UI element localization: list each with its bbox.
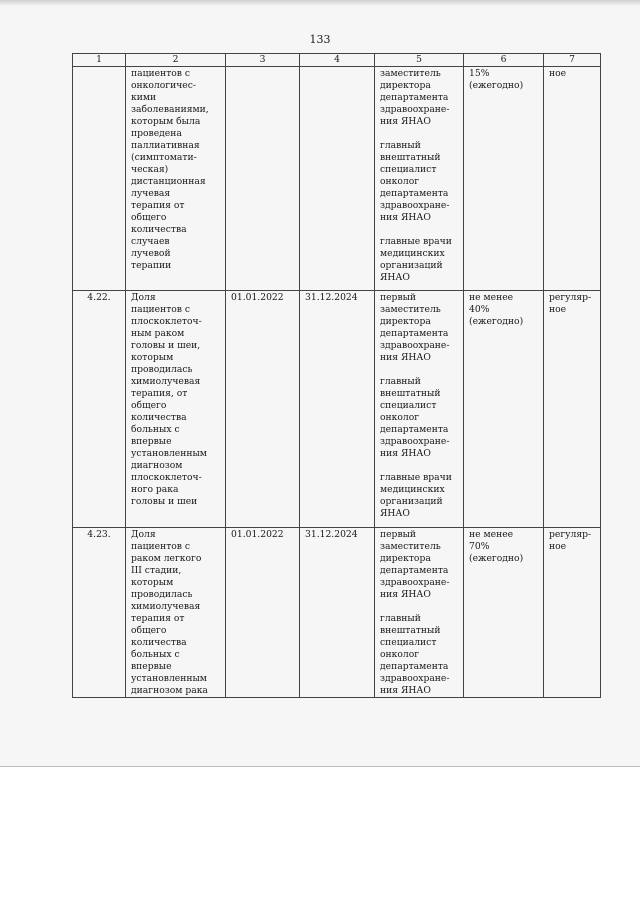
end-date: 31.12.2024: [300, 291, 375, 528]
plan-table: [72, 53, 601, 698]
responsible: первый заместитель директора департамента здравоохране- ния ЯНАО главный внештатный специалист онколог департамента здравоохране- ния ЯНАО главные врачи медицинских организаций ЯНАО: [375, 291, 464, 528]
end-date: [300, 67, 375, 291]
item-number: 4.23.: [73, 528, 126, 698]
table-header-row: [73, 54, 601, 67]
frequency: регуляр- ное: [544, 291, 601, 528]
target-value: не менее 70% (ежегодно): [464, 528, 544, 698]
column-header: 4: [300, 54, 375, 67]
frequency: регуляр- ное: [544, 528, 601, 698]
indicator-name: пациентов с онкологичес- кими заболеваниями, которым была проведена паллиативная (симптомати- ческая) дистанционная лучевая терапия от общего количества случаев лучевой терапии: [126, 67, 226, 291]
responsible: заместитель директора департамента здравоохране- ния ЯНАО главный внештатный специалист онколог департамента здравоохране- ния ЯНАО главные врачи медицинских организаций ЯНАО: [375, 67, 464, 291]
responsible: первый заместитель директора департамента здравоохране- ния ЯНАО главный внештатный специалист онколог департамента здравоохране- ния ЯНАО: [375, 528, 464, 698]
table-row: [73, 291, 601, 528]
start-date: 01.01.2022: [226, 528, 300, 698]
page-number: 133: [309, 33, 331, 46]
end-date: 31.12.2024: [300, 528, 375, 698]
frequency: ное: [544, 67, 601, 291]
target-value: 15% (ежегодно): [464, 67, 544, 291]
column-header: 1: [73, 54, 126, 67]
indicator-name: Доля пациентов с раком легкого III стадии, которым проводилась химиолучевая терапия от общего количества больных с впервые установленным диагнозом рака: [126, 528, 226, 698]
column-header: 5: [375, 54, 464, 67]
column-header: 7: [544, 54, 601, 67]
start-date: 01.01.2022: [226, 291, 300, 528]
column-header: 3: [226, 54, 300, 67]
item-number: [73, 67, 126, 291]
column-header: 2: [126, 54, 226, 67]
indicator-name: Доля пациентов с плоскоклеточ- ным раком головы и шеи, которым проводилась химиолучевая терапия, от общего количества больных с впервые установленным диагнозом плоскоклеточ- ного рака головы и шеи: [126, 291, 226, 528]
item-number: 4.22.: [73, 291, 126, 528]
target-value: не менее 40% (ежегодно): [464, 291, 544, 528]
scan-shadow: [0, 0, 640, 6]
table-row: [73, 528, 601, 698]
column-header: 6: [464, 54, 544, 67]
table-row: [73, 67, 601, 291]
start-date: [226, 67, 300, 291]
